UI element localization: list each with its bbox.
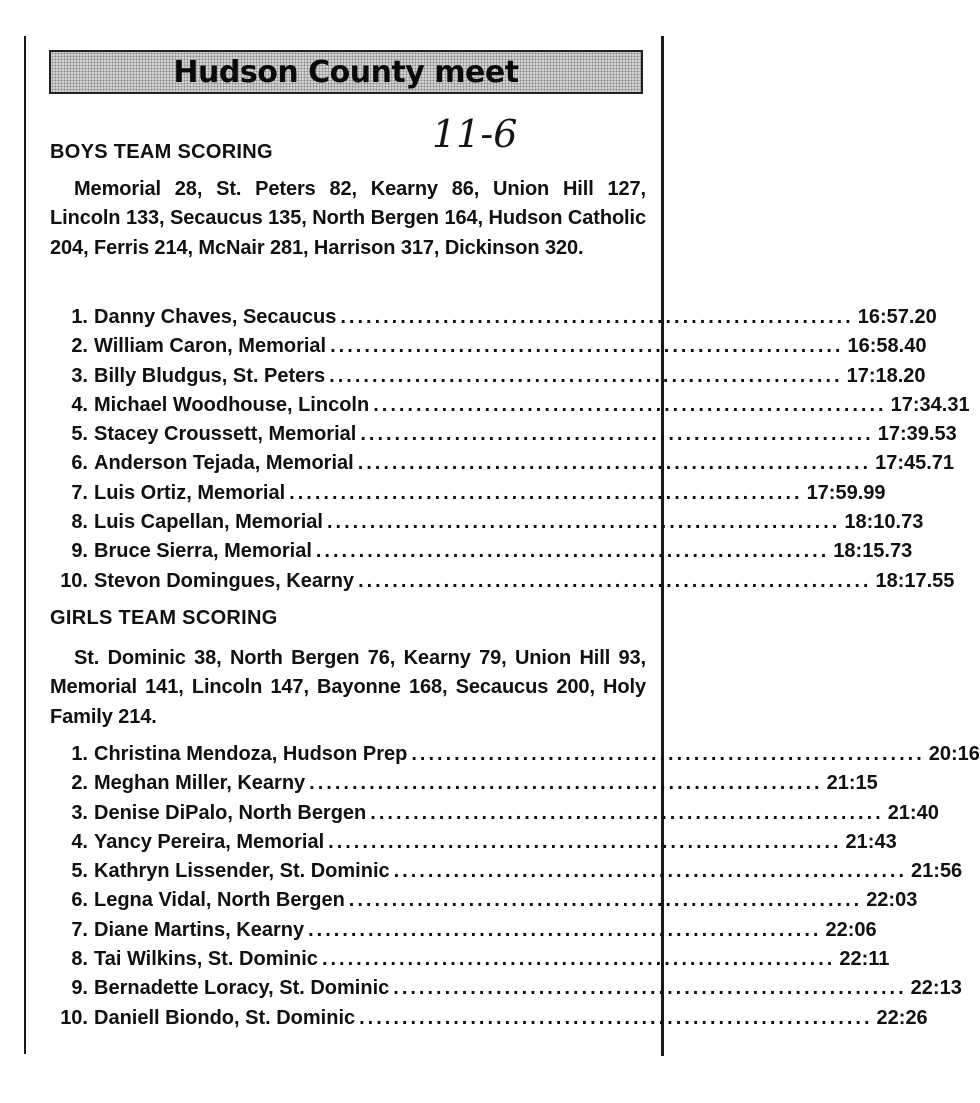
boys-result-row [50,303,937,332]
dot-leader: ............................................................ [360,423,874,446]
result-runner: Stevon Domingues, Kearny [94,569,355,592]
dot-leader: ............................................................ [321,948,836,971]
girls-result-row [50,857,963,886]
result-time: 17:18.20 [846,364,926,387]
result-place: 9. [71,977,88,1000]
result-place: 10. [60,1006,88,1029]
result-runner: Stacey Croussett, Memorial [94,423,357,446]
handwritten-date: 11-6 [432,112,518,156]
result-place: 10. [60,569,88,592]
girls-results-list [50,740,980,1033]
result-place: 3. [71,364,88,387]
result-place: 6. [71,452,88,475]
result-time: 22:06 [825,918,877,941]
dot-leader: ............................................................ [393,977,907,1000]
boys-result-row [50,332,927,361]
column-rule-left [24,36,26,1054]
result-runner: William Caron, Memorial [94,335,327,358]
result-time: 20:16 [928,743,980,765]
page-title: Hudson County meet [173,55,519,90]
result-runner: Diane Martins, Kearny [94,918,305,941]
result-place: 5. [71,860,88,883]
boys-result-row [50,449,955,478]
result-time: 16:57.20 [857,306,937,328]
result-runner: Kathryn Lissender, St. Dominic [94,860,390,883]
result-time: 21:15 [826,772,878,795]
result-time: 22:13 [910,977,962,1000]
result-time: 21:56 [911,860,963,883]
dot-leader: ............................................................ [309,772,823,795]
dot-leader: ............................................................ [348,889,863,912]
result-time: 17:34.31 [890,393,970,416]
boys-result-row [50,567,955,596]
dot-leader: ............................................................ [308,918,822,941]
girls-result-row [50,916,877,945]
result-place: 1. [71,743,88,765]
result-place: 1. [71,306,88,328]
result-runner: Yancy Pereira, Memorial [94,830,325,853]
boys-result-row [50,537,913,566]
result-time: 17:59.99 [806,481,886,504]
result-time: 21:40 [887,801,939,824]
girls-team-scores: St. Dominic 38, North Bergen 76, Kearny 79, Union Hill 93, Memorial 141, Lincoln 147, Bayonne 168, Secaucus 200, Holy Family 214. [50,647,646,728]
result-place: 5. [71,423,88,446]
result-time: 16:58.40 [847,335,927,358]
girls-result-row [50,799,939,828]
dot-leader: ............................................................ [357,452,872,475]
dot-leader: ............................................................ [359,1006,873,1029]
girls-team-scoring-heading: GIRLS TEAM SCORING [50,607,278,629]
result-place: 3. [71,801,88,824]
result-time: 17:39.53 [877,423,957,446]
result-runner: Daniell Biondo, St. Dominic [94,1006,356,1029]
result-runner: Christina Mendoza, Hudson Prep [94,743,408,765]
result-time: 21:43 [845,830,897,853]
girls-result-row [50,740,980,769]
dot-leader: ............................................................ [329,364,843,387]
girls-result-row [50,769,878,798]
result-place: 4. [71,393,88,416]
boys-result-row [50,362,926,391]
result-time: 18:17.55 [875,569,955,592]
result-runner: Danny Chaves, Secaucus [94,306,337,328]
result-time: 17:45.71 [875,452,955,475]
girls-result-row [50,974,962,1003]
dot-leader: ............................................................ [289,481,803,504]
girls-result-row [50,1004,928,1033]
result-runner: Tai Wilkins, St. Dominic [94,948,318,971]
result-place: 2. [71,335,88,358]
result-runner: Denise DiPalo, North Bergen [94,801,367,824]
newspaper-clipping [40,0,980,1103]
result-runner: Bernadette Loracy, St. Dominic [94,977,390,1000]
dot-leader: ............................................................ [340,306,854,328]
dot-leader: ............................................................ [315,540,830,563]
dot-leader: ............................................................ [326,511,841,534]
result-runner: Luis Ortiz, Memorial [94,481,286,504]
boys-team-scores: Memorial 28, St. Peters 82, Kearny 86, Union Hill 127, Lincoln 133, Secaucus 135, North Bergen 164, Hudson Catholic 204, Ferris 214, McNair 281, Harrison 317, Dickinson 320. [50,178,646,259]
boys-results-list [50,303,970,596]
result-runner: Anderson Tejada, Memorial [94,452,354,475]
girls-result-row [50,945,890,974]
result-runner: Michael Woodhouse, Lincoln [94,393,370,416]
dot-leader: ............................................................ [370,801,884,824]
result-time: 22:03 [866,889,918,912]
result-runner: Legna Vidal, North Bergen [94,889,345,912]
result-place: 4. [71,830,88,853]
result-place: 6. [71,889,88,912]
result-place: 8. [71,948,88,971]
girls-result-row [50,886,918,915]
dot-leader: ............................................................ [358,569,872,592]
result-runner: Billy Bludgus, St. Peters [94,364,326,387]
dot-leader: ............................................................ [330,335,844,358]
girls-result-row [50,828,897,857]
boys-result-row [50,420,957,449]
dot-leader: ............................................................ [373,393,887,416]
result-time: 22:11 [839,948,890,971]
boys-team-scoring-heading: BOYS TEAM SCORING [50,141,273,163]
title-banner [49,50,643,94]
result-place: 8. [71,511,88,534]
boys-result-row [50,479,886,508]
result-time: 22:26 [876,1006,928,1029]
result-place: 7. [71,481,88,504]
result-place: 9. [71,540,88,563]
result-place: 2. [71,772,88,795]
dot-leader: ............................................................ [411,743,925,765]
result-time: 18:10.73 [844,511,924,534]
result-runner: Meghan Miller, Kearny [94,772,306,795]
dot-leader: ............................................................ [393,860,908,883]
boys-result-row [50,391,970,420]
boys-result-row [50,508,924,537]
result-time: 18:15.73 [833,540,913,563]
result-runner: Bruce Sierra, Memorial [94,540,312,563]
result-place: 7. [71,918,88,941]
dot-leader: ............................................................ [328,830,842,853]
result-runner: Luis Capellan, Memorial [94,511,323,534]
